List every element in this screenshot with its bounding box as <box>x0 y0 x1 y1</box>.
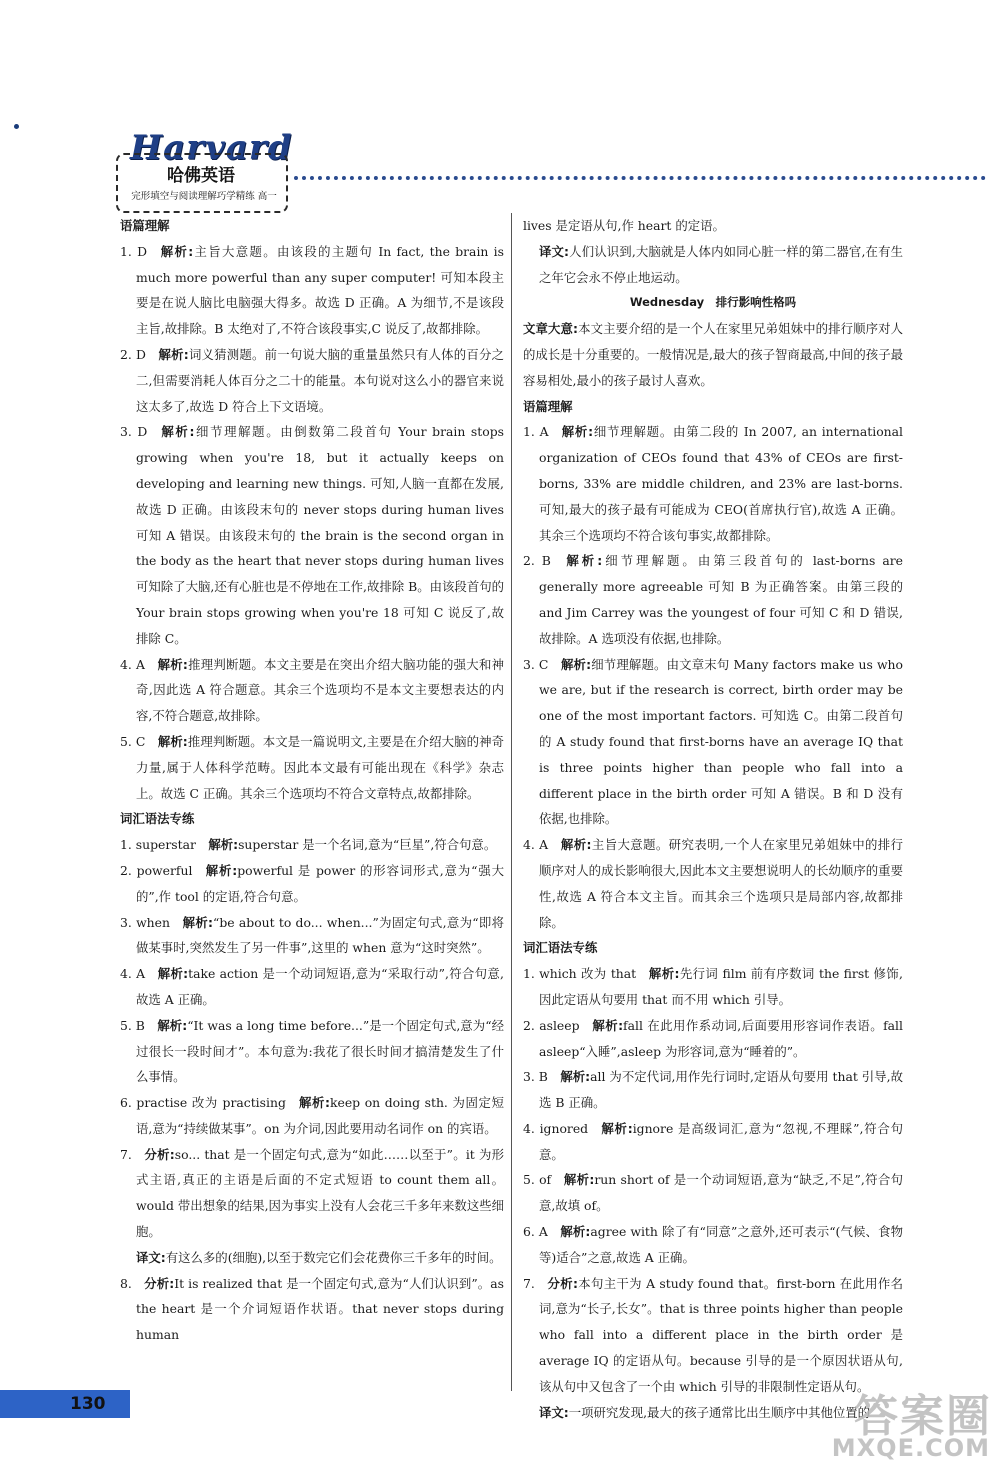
analysis-label: 分析: <box>144 1275 175 1291</box>
analysis-text: 细节理解题。由第二段的 In 2007, an international organization of CEOs found that 43% of CEOs are first-borns, 33% are middle children, and 23% are last-borns. 可知,最大的孩子最有可能成为 CEO(首席执行官),故选 A 正确。其余三个选项均不符合该句事实,故都排除。 <box>539 424 903 543</box>
answer-item <box>120 961 504 1013</box>
analysis-label: 解析: <box>563 553 603 569</box>
answer-item <box>523 1167 903 1219</box>
analysis-label: 解析: <box>157 656 188 672</box>
answer-item <box>523 832 903 935</box>
section-title: 词汇语法专练 <box>523 940 598 956</box>
column-divider <box>511 213 512 1391</box>
analysis-text: ignore 是高级词汇,意为“忽视,不理睬”,符合句意。 <box>539 1120 903 1162</box>
analysis-text: keep on doing sth. 为固定短语,意为“持续做某事”。on 为介词,因此要用动名词作 on 的宾语。 <box>136 1095 504 1136</box>
answer-number: 1. D <box>120 243 148 259</box>
analysis-text: 主旨大意题。研究表明,一个人在家里兄弟姐妹中的排行顺序对人的成长影响很大,因此本文主要想说明人的长幼顺序的重要性,故选 A 符合本文主旨。而其余三个选项只是局部内容,故都排除。 <box>539 837 903 930</box>
answer-number: 2. asleep <box>523 1017 580 1033</box>
answer-item <box>120 832 504 858</box>
left-column <box>120 213 504 1348</box>
answer-item <box>120 729 504 806</box>
answer-item <box>120 1013 504 1090</box>
answer-item <box>523 1116 903 1168</box>
analysis-label: 解析: <box>204 862 238 878</box>
answer-item <box>523 652 903 833</box>
answer-number: 3. C <box>523 656 549 672</box>
analysis-text: 词义猜测题。前一句说大脑的重量虽然只有人体的百分之二,但需要消耗人体百分之二十的能量。本句说对这么小的器官来说这太多了,故选 D 符合上下文语境。 <box>136 346 504 414</box>
analysis-text: 本句主干为 A study found that。first-born 在此用作名词,意为“长子,长女”。that is three points higher than people who fall into a different place in the birth order 是 average IQ 的定语从句。because 引导的是一个原因状语从句,该从句中又包含了一个由 which 引导的非限制性定语从句。 <box>539 1275 903 1394</box>
analysis-text: agree with 除了有“同意”之意外,还可表示“(气候、食物等)适合”之意,故选 A 正确。 <box>539 1224 903 1265</box>
answer-item <box>120 342 504 419</box>
answer-item <box>523 1064 903 1116</box>
analysis-label: 解析: <box>560 1224 591 1240</box>
answer-number: 1. which 改为 that <box>523 966 637 982</box>
page-number: 130 <box>70 1394 106 1414</box>
header-dotted-rule <box>294 176 986 180</box>
answer-number: 3. when <box>120 914 170 930</box>
analysis-label: 解析: <box>158 346 189 362</box>
corner-dot <box>14 124 19 129</box>
analysis-label: 分析: <box>547 1275 578 1291</box>
analysis-label: 解析: <box>298 1095 330 1111</box>
translation-label: 译文: <box>136 1249 166 1265</box>
analysis-label: 解析: <box>560 1069 591 1085</box>
translation <box>120 1245 504 1271</box>
analysis-label: 解析: <box>159 243 194 259</box>
analysis-label: 解析: <box>208 837 239 853</box>
answer-item <box>120 239 504 342</box>
logo-title: Harvard <box>130 128 293 168</box>
answer-item <box>120 910 504 962</box>
answer-number: 5. of <box>523 1172 552 1188</box>
answer-item <box>523 419 903 548</box>
analysis-label: 解析: <box>157 733 188 749</box>
analysis-text: It is realized that 是一个固定句式,意为“人们认识到”。as the heart 是一个介词短语作状语。that never stops during human <box>136 1275 504 1343</box>
summary-label: 文章大意: <box>523 321 578 337</box>
analysis-text: 细节理解题。由倒数第二段首句 Your brain stops growing when you're 18, but it actually keeps on developing and learning new things. 可知,人脑一直都在发展,故选 D 正确。由该段末句的 never stops during human lives 可知 A 错误。由该段末句的 the brain is the second organ in the body as the heart that never stops during human lives 可知除了大脑,还有心脏也是不停地在工作,故排除 B。由该段首句的 Your brain stops growing when you're 18 可知 C 说反了,故排除 C。 <box>136 424 504 646</box>
analysis-text: powerful 是 power 的形容词形式,意为“强大的”,作 tool 的定语,符合句意。 <box>136 862 504 904</box>
analysis-label: 解析: <box>563 1172 595 1188</box>
translation-text: 人们认识到,大脑就是人体内如同心脏一样的第二器官,在有生之年它会永不停止地运动。 <box>539 243 903 285</box>
reading-answers-list <box>120 239 504 807</box>
analysis-text: 细节理解题。由第三段首句的 last-borns are generally more agreeable 可知 B 为正确答案。由第三段的 and Jim Carrey was the youngest of four 可知 C 和 D 错误,故排除。A 选项没有依据,也排除。 <box>539 553 903 646</box>
answer-number: 1. superstar <box>120 837 196 853</box>
answer-item <box>523 1219 903 1271</box>
analysis-text: all 为不定代词,用作先行词时,定语从句要用 that 引导,故选 B 正确。 <box>539 1069 903 1111</box>
analysis-label: 解析: <box>600 1120 633 1136</box>
answer-item <box>120 419 504 651</box>
reading-answers-list <box>523 419 903 935</box>
summary-text: 本文主要介绍的是一个人在家里兄弟姐妹中的排行顺序对人的成长是十分重要的。一般情况是,最大的孩子智商最高,中间的孩子最容易相处,最小的孩子最讨人喜欢。 <box>523 321 903 388</box>
analysis-label: 解析: <box>159 424 195 440</box>
analysis-text: run short of 是一个动词短语,意为“缺乏,不足”,符合句意,故填 of。 <box>539 1172 903 1214</box>
answer-number: 1. A <box>523 424 549 440</box>
translation-label: 译文: <box>539 243 570 259</box>
answer-number: 6. A <box>523 1224 548 1240</box>
analysis-text: 推理判断题。本文是一篇说明文,主要是在介绍大脑的神奇力量,属于人体科学范畴。因此本文最有可能出现在《科学》杂志上。故选 C 正确。其余三个选项均不符合文章特点,故都排除。 <box>136 733 504 801</box>
translation <box>523 239 903 291</box>
logo-subtitle: 完形填空与阅读理解巧学精练 高一 <box>131 191 277 202</box>
analysis-text: 先行词 film 前有序数词 the first 修饰,因此定语从句要用 that 而不用 which 引导。 <box>539 966 903 1007</box>
watermark-url: MXQE.COM <box>831 1434 990 1462</box>
article-summary <box>523 316 903 393</box>
answer-number: 4. ignored <box>523 1120 589 1136</box>
translation-label: 译文: <box>539 1404 569 1420</box>
answer-item <box>120 1090 504 1142</box>
vocab-answers-list <box>523 961 903 1425</box>
analysis-text: 主旨大意题。由该段的主题句 In fact, the brain is much more powerful than any super computer! 可知本段主要是在说人脑比电脑强大得多。故选 D 正确。A 为细节,不是该段主旨,故排除。B 太绝对了,不符合该段事实,C 说反了,故都排除。 <box>136 243 504 337</box>
watermark-logo-text: 答案圈 <box>854 1391 992 1442</box>
answer-item <box>523 961 903 1013</box>
analysis-label: 解析: <box>560 837 592 853</box>
analysis-label: 解析: <box>182 914 214 930</box>
day-title: Wednesday 排行影响性格吗 <box>629 295 797 310</box>
answer-number: 2. powerful <box>120 862 193 878</box>
watermark <box>782 1380 992 1466</box>
section-title: 词汇语法专练 <box>120 811 195 827</box>
right-column <box>523 213 903 1425</box>
section-title: 语篇理解 <box>120 218 170 233</box>
answer-item <box>523 548 903 651</box>
answer-number: 3. D <box>120 424 148 440</box>
answer-number: 5. B <box>120 1017 145 1033</box>
analysis-label: 分析: <box>144 1146 175 1162</box>
analysis-label: 解析: <box>591 1017 624 1033</box>
analysis-text: fall 在此用作系动词,后面要用形容词作表语。fall asleep“入睡”,asleep 为形容词,意为“睡着的”。 <box>539 1017 903 1059</box>
translation-text: 一项研究发现,最大的孩子通常比出生顺序中其他位置的 <box>568 1404 871 1420</box>
continued-text: lives 是定语从句,作 heart 的定语。 <box>523 218 725 233</box>
answer-number: 7. <box>120 1146 132 1162</box>
analysis-label: 解析: <box>560 424 594 440</box>
analysis-text: superstar 是一个名词,意为“巨星”,符合句意。 <box>238 837 497 853</box>
answer-number: 8. <box>120 1275 132 1291</box>
translation-text: 有这么多的(细胞),以至于数完它们会花费你三千多年的时间。 <box>165 1249 502 1265</box>
answer-item <box>120 858 504 910</box>
answer-number: 2. B <box>523 553 551 569</box>
analysis-text: 推理判断题。本文主要是在突出介绍大脑功能的强大和神奇,因此选 A 符合题意。其余三个选项均不是本文主要想表达的内容,不符合题意,故排除。 <box>136 656 504 724</box>
analysis-text: so... that 是一个固定句式,意为“如此……以至于”。it 为形式主语,真正的主语是后面的不定式短语 to count them all。would 带出想象的结果,因为事实上没有人会花三千多年来数这些细胞。 <box>136 1146 504 1240</box>
section-title: 语篇理解 <box>523 398 573 414</box>
analysis-text: “It was a long time before...”是一个固定句式,意为“经过很长一段时间才”。本句意为:我花了很长时间才搞清楚发生了什么事情。 <box>136 1017 504 1085</box>
answer-number: 3. B <box>523 1069 548 1085</box>
answer-item <box>120 1271 504 1348</box>
analysis-label: 解析: <box>157 966 189 982</box>
answer-item <box>523 1013 903 1065</box>
harvard-logo <box>116 128 293 211</box>
answer-number: 5. C <box>120 733 146 749</box>
answer-number: 4. A <box>120 656 145 672</box>
answer-number: 6. practise 改为 practising <box>120 1095 286 1111</box>
answer-number: 7. <box>523 1275 535 1291</box>
analysis-label: 解析: <box>560 656 592 672</box>
page-number-tab <box>0 1390 130 1418</box>
vocab-answers-list <box>120 832 504 1348</box>
logo-chinese-title: 哈佛英语 <box>167 166 235 186</box>
answer-number: 4. A <box>523 837 549 853</box>
answer-item <box>120 1142 504 1245</box>
answer-item <box>120 652 504 729</box>
answer-number: 2. D <box>120 346 146 362</box>
analysis-text: “be about to do... when...”为固定句式,意为“即将做某事时,突然发生了另一件事”,这里的 when 意为“这时突然”。 <box>136 914 504 956</box>
analysis-label: 解析: <box>648 966 680 982</box>
analysis-text: 细节理解题。由文章末句 Many factors make us who we are, but if the research is correct, birth order may be one of the most important factors. 可知选 C。由第二段首句的 A study found that first-borns have an average IQ that is three points higher than people who fall into a different place in the birth order 可知 A 错误。B 和 D 没有依据,也排除。 <box>539 656 903 827</box>
answer-number: 4. A <box>120 966 146 982</box>
analysis-label: 解析: <box>157 1017 188 1033</box>
analysis-text: take action 是一个动词短语,意为“采取行动”,符合句意,故选 A 正确。 <box>136 966 504 1007</box>
